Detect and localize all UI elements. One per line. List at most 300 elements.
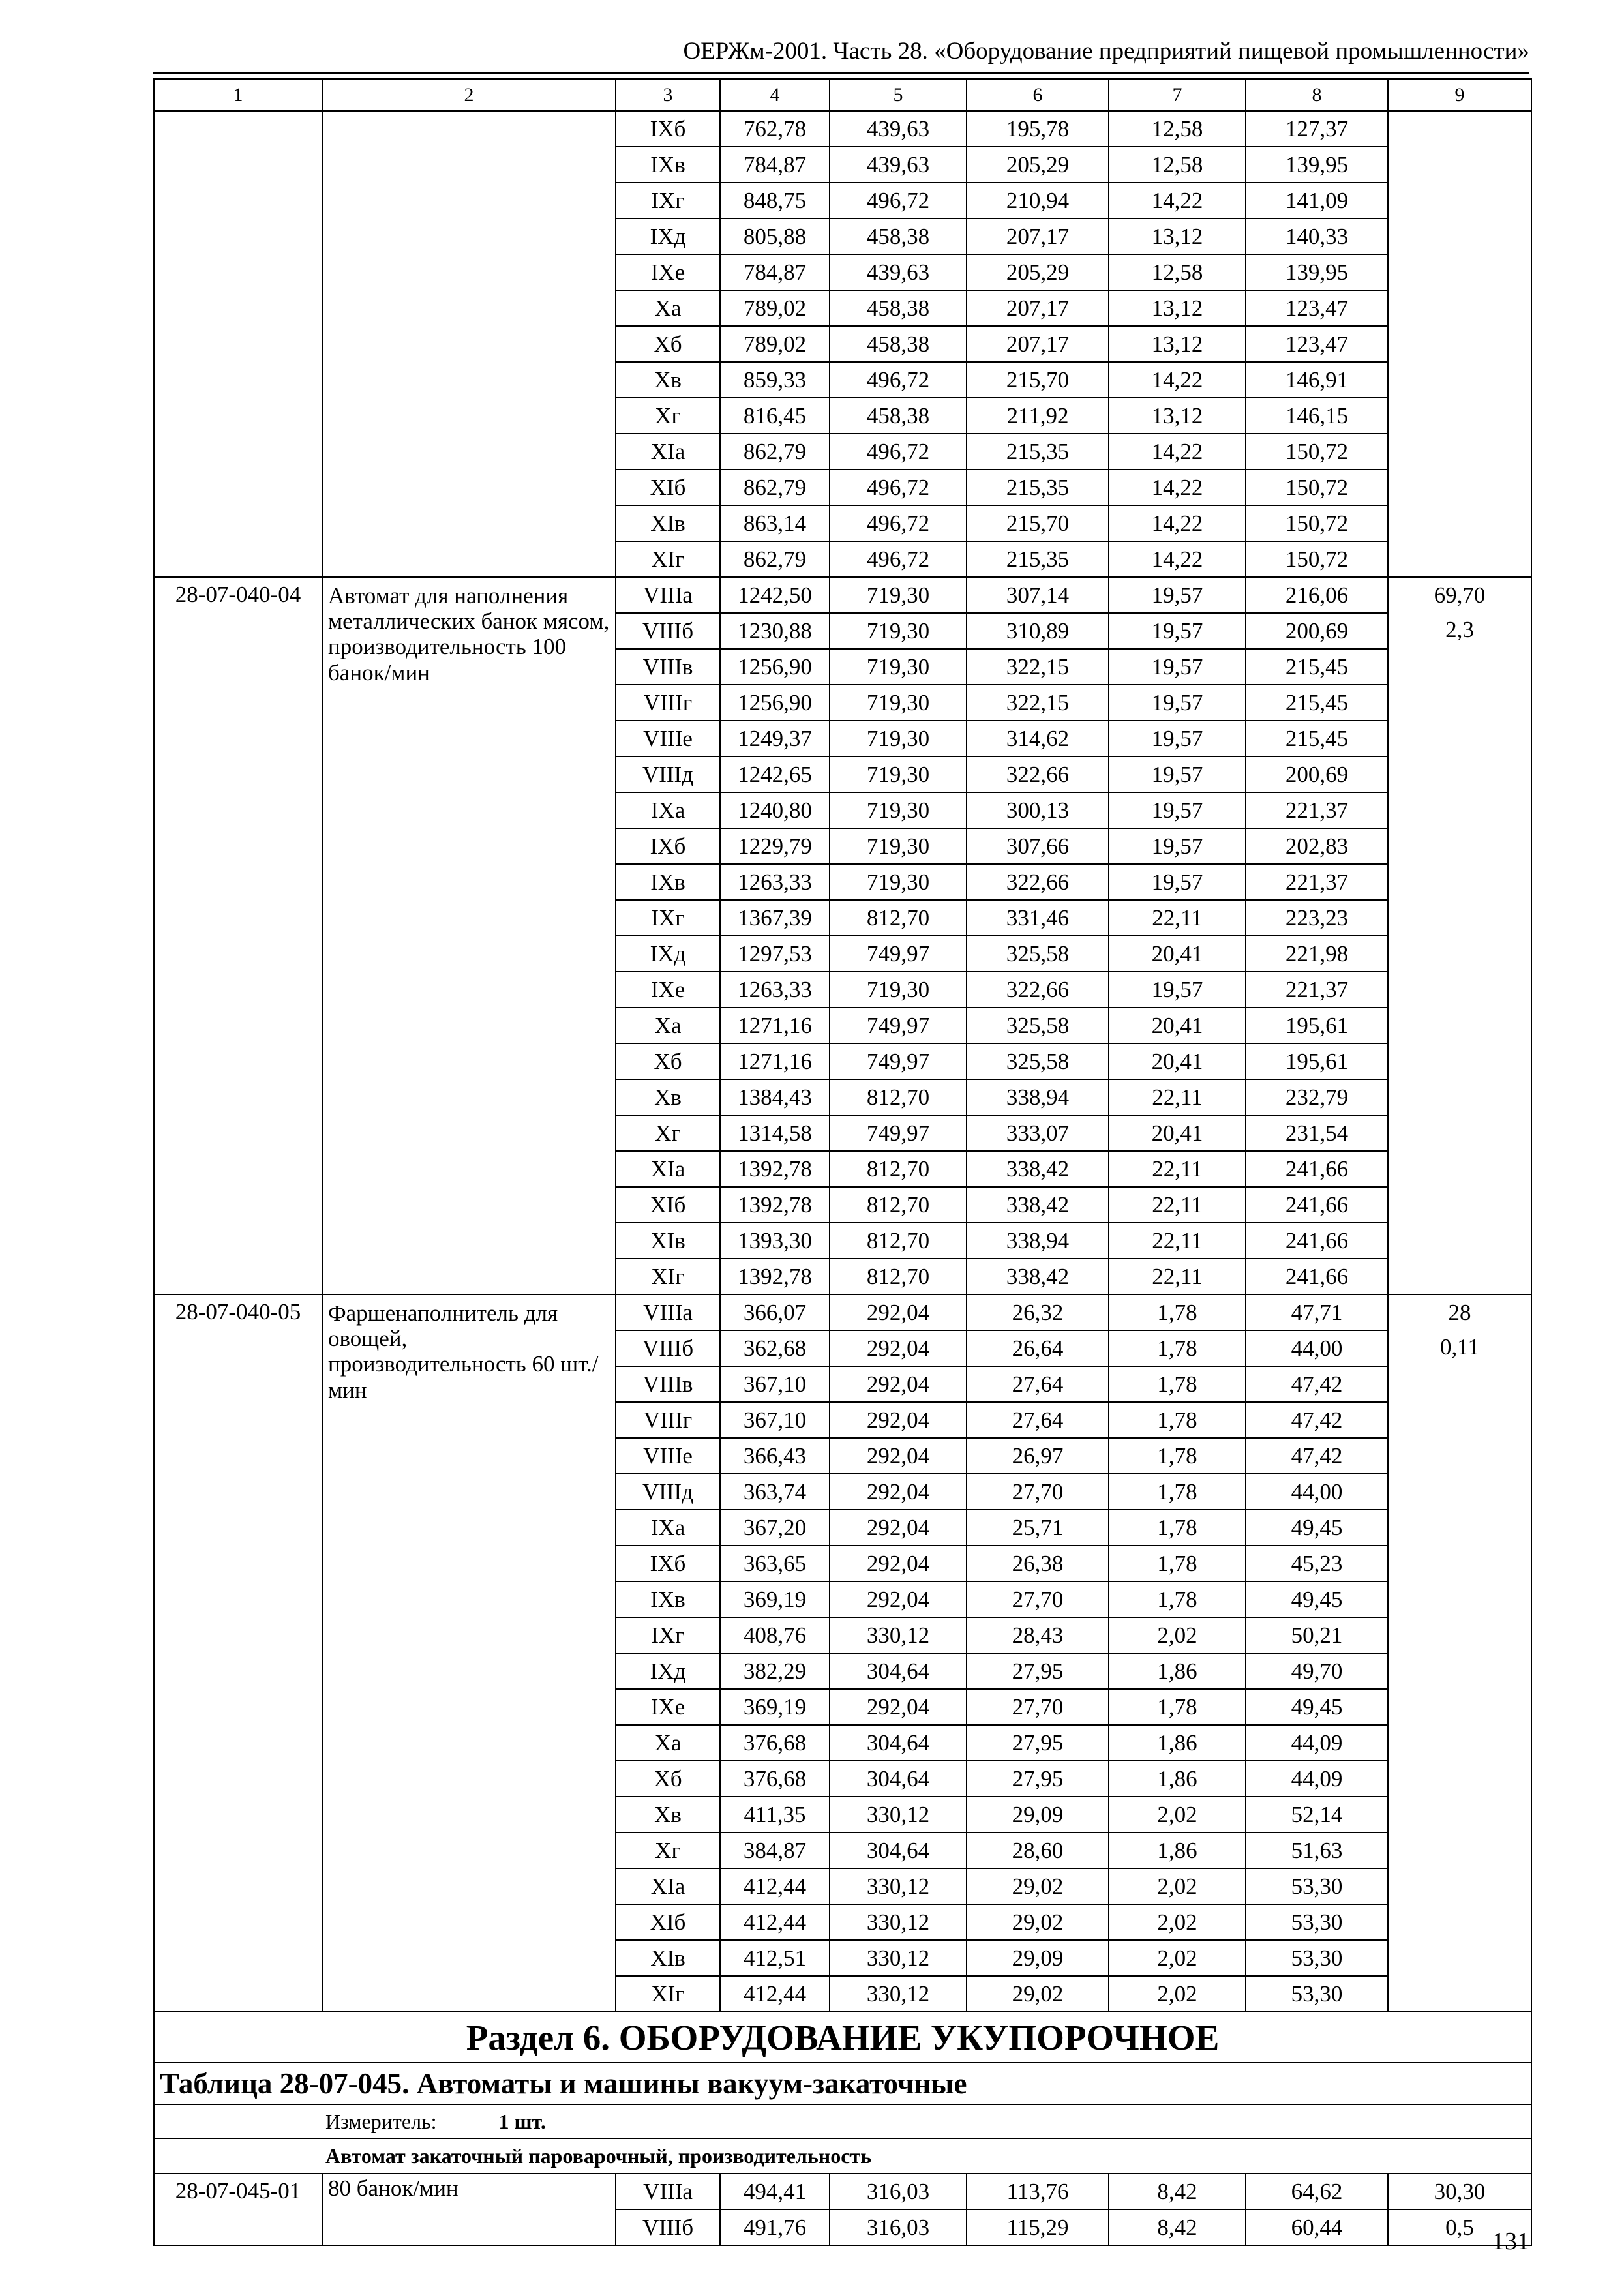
operator-wages-cell: 19,57 — [1109, 828, 1246, 864]
wages-cell: 439,63 — [830, 147, 967, 183]
materials-cell: 146,91 — [1246, 362, 1388, 398]
zone-cell: IXб — [616, 828, 720, 864]
machinery-cell: 29,09 — [967, 1797, 1109, 1833]
operator-wages-cell: 19,57 — [1109, 972, 1246, 1008]
operator-wages-cell: 19,57 — [1109, 649, 1246, 685]
materials-cell: 221,37 — [1246, 864, 1388, 900]
zone-cell: Xв — [616, 1079, 720, 1115]
zone-cell: Xб — [616, 326, 720, 362]
header-rule — [153, 72, 1529, 74]
operator-wages-cell: 22,11 — [1109, 1079, 1246, 1115]
rates-table — [153, 78, 1532, 2246]
wages-cell: 330,12 — [830, 1617, 967, 1653]
materials-cell: 47,71 — [1246, 1294, 1388, 1330]
machinery-cell: 211,92 — [967, 398, 1109, 434]
table-row — [154, 1294, 1531, 1330]
machinery-cell: 210,94 — [967, 183, 1109, 218]
unit-row — [154, 2104, 1531, 2138]
wages-cell: 304,64 — [830, 1833, 967, 1868]
zone-cell: VIIIе — [616, 721, 720, 756]
materials-cell: 44,00 — [1246, 1330, 1388, 1366]
materials-cell: 200,69 — [1246, 613, 1388, 649]
zone-cell: VIIIб — [616, 1330, 720, 1366]
operator-wages-cell: 19,57 — [1109, 685, 1246, 721]
machinery-cell: 195,78 — [967, 111, 1109, 147]
wages-cell: 304,64 — [830, 1725, 967, 1761]
total-cost-cell: 366,07 — [720, 1294, 830, 1330]
machinery-cell: 26,97 — [967, 1438, 1109, 1474]
machinery-cell: 325,58 — [967, 1008, 1109, 1043]
materials-cell: 139,95 — [1246, 254, 1388, 290]
operator-wages-cell: 8,42 — [1109, 2209, 1246, 2245]
wages-cell: 812,70 — [830, 1259, 967, 1294]
wages-cell: 292,04 — [830, 1438, 967, 1474]
zone-cell: XIв — [616, 1940, 720, 1976]
operator-wages-cell: 1,86 — [1109, 1653, 1246, 1689]
materials-cell: 53,30 — [1246, 1868, 1388, 1904]
zone-cell: XIб — [616, 1904, 720, 1940]
machinery-cell: 29,02 — [967, 1976, 1109, 2012]
machinery-cell: 310,89 — [967, 613, 1109, 649]
total-cost-cell: 1392,78 — [720, 1187, 830, 1223]
materials-cell: 221,37 — [1246, 972, 1388, 1008]
operator-wages-cell: 14,22 — [1109, 434, 1246, 470]
total-cost-cell: 1263,33 — [720, 972, 830, 1008]
machinery-cell: 314,62 — [967, 721, 1109, 756]
total-cost-cell: 789,02 — [720, 326, 830, 362]
machinery-cell: 27,70 — [967, 1474, 1109, 1510]
wages-cell: 719,30 — [830, 577, 967, 613]
operator-wages-cell: 2,02 — [1109, 1940, 1246, 1976]
operator-wages-cell: 2,02 — [1109, 1617, 1246, 1653]
operator-wages-cell: 20,41 — [1109, 1115, 1246, 1151]
col9-value: 69,70 — [1434, 582, 1486, 608]
operator-wages-cell: 2,02 — [1109, 1976, 1246, 2012]
materials-cell: 241,66 — [1246, 1151, 1388, 1187]
machinery-cell: 325,58 — [967, 1043, 1109, 1079]
materials-cell: 52,14 — [1246, 1797, 1388, 1833]
total-cost-cell: 384,87 — [720, 1833, 830, 1868]
zone-cell: Xа — [616, 1008, 720, 1043]
zone-cell: Xг — [616, 1115, 720, 1151]
total-cost-cell: 1314,58 — [720, 1115, 830, 1151]
operator-wages-cell: 1,86 — [1109, 1725, 1246, 1761]
wages-cell: 496,72 — [830, 541, 967, 577]
wages-cell: 292,04 — [830, 1581, 967, 1617]
machinery-cell: 215,35 — [967, 541, 1109, 577]
operator-wages-cell: 12,58 — [1109, 254, 1246, 290]
zone-cell: IXг — [616, 1617, 720, 1653]
materials-cell: 53,30 — [1246, 1940, 1388, 1976]
total-cost-cell: 762,78 — [720, 111, 830, 147]
total-cost-cell: 1242,50 — [720, 577, 830, 613]
total-cost-cell: 1271,16 — [720, 1043, 830, 1079]
zone-cell: IXе — [616, 1689, 720, 1725]
wages-cell: 496,72 — [830, 470, 967, 505]
zone-cell: XIв — [616, 505, 720, 541]
machinery-cell: 215,70 — [967, 362, 1109, 398]
machinery-cell: 331,46 — [967, 900, 1109, 936]
total-cost-cell: 1271,16 — [720, 1008, 830, 1043]
column-number: 7 — [1109, 79, 1246, 111]
total-cost-cell: 1242,65 — [720, 756, 830, 792]
materials-cell: 146,15 — [1246, 398, 1388, 434]
materials-cell: 150,72 — [1246, 505, 1388, 541]
machinery-cell: 322,66 — [967, 756, 1109, 792]
zone-cell: IXе — [616, 254, 720, 290]
operator-wages-cell: 14,22 — [1109, 541, 1246, 577]
total-cost-cell: 1367,39 — [720, 900, 830, 936]
machinery-cell: 26,64 — [967, 1330, 1109, 1366]
operator-wages-cell: 22,11 — [1109, 1223, 1246, 1259]
materials-cell: 64,62 — [1246, 2174, 1388, 2209]
machinery-cell: 322,66 — [967, 972, 1109, 1008]
table-title-row — [154, 2063, 1531, 2104]
zone-cell: VIIIб — [616, 613, 720, 649]
wages-cell: 458,38 — [830, 398, 967, 434]
total-cost-cell: 408,76 — [720, 1617, 830, 1653]
group-title-row — [154, 2138, 1531, 2174]
machinery-cell: 27,95 — [967, 1725, 1109, 1761]
materials-cell: 140,33 — [1246, 218, 1388, 254]
column-number: 5 — [830, 79, 967, 111]
machinery-cell: 28,60 — [967, 1833, 1109, 1868]
operator-wages-cell: 19,57 — [1109, 721, 1246, 756]
materials-cell: 215,45 — [1246, 685, 1388, 721]
materials-cell: 47,42 — [1246, 1438, 1388, 1474]
materials-cell: 200,69 — [1246, 756, 1388, 792]
materials-cell: 47,42 — [1246, 1402, 1388, 1438]
materials-cell: 202,83 — [1246, 828, 1388, 864]
materials-cell: 50,21 — [1246, 1617, 1388, 1653]
total-cost-cell: 1263,33 — [720, 864, 830, 900]
zone-cell: Xа — [616, 290, 720, 326]
rate-code-cell: 28-07-040-05 — [154, 1294, 322, 2012]
operator-wages-cell: 13,12 — [1109, 398, 1246, 434]
zone-cell: XIа — [616, 1868, 720, 1904]
column-number: 8 — [1246, 79, 1388, 111]
machinery-cell: 215,70 — [967, 505, 1109, 541]
wages-cell: 749,97 — [830, 1115, 967, 1151]
machinery-cell: 215,35 — [967, 470, 1109, 505]
machinery-cell: 307,66 — [967, 828, 1109, 864]
machinery-cell: 28,43 — [967, 1617, 1109, 1653]
zone-cell: VIIIа — [616, 577, 720, 613]
column-number: 4 — [720, 79, 830, 111]
zone-cell: VIIIд — [616, 1474, 720, 1510]
column-number-row — [154, 79, 1531, 111]
zone-cell: VIIIд — [616, 756, 720, 792]
total-cost-cell: 367,10 — [720, 1402, 830, 1438]
machinery-cell: 27,95 — [967, 1761, 1109, 1797]
wages-cell: 292,04 — [830, 1546, 967, 1581]
operator-wages-cell: 13,12 — [1109, 326, 1246, 362]
equipment-mass-cell — [1388, 1294, 1531, 2012]
wages-cell: 330,12 — [830, 1976, 967, 2012]
machinery-cell: 115,29 — [967, 2209, 1109, 2245]
machinery-cell: 113,76 — [967, 2174, 1109, 2209]
unit-label: Измеритель: — [325, 2110, 437, 2133]
wages-cell: 292,04 — [830, 1294, 967, 1330]
rate-code-cell — [154, 111, 322, 577]
zone-cell: Xг — [616, 398, 720, 434]
total-cost-cell: 784,87 — [720, 147, 830, 183]
materials-cell: 195,61 — [1246, 1008, 1388, 1043]
total-cost-cell: 1256,90 — [720, 685, 830, 721]
machinery-cell: 307,14 — [967, 577, 1109, 613]
materials-cell: 232,79 — [1246, 1079, 1388, 1115]
machinery-cell: 27,70 — [967, 1581, 1109, 1617]
materials-cell: 150,72 — [1246, 541, 1388, 577]
machinery-cell: 338,42 — [967, 1259, 1109, 1294]
operator-wages-cell: 14,22 — [1109, 470, 1246, 505]
operator-wages-cell: 14,22 — [1109, 505, 1246, 541]
unit-cell — [154, 2104, 1531, 2138]
wages-cell: 292,04 — [830, 1402, 967, 1438]
wages-cell: 458,38 — [830, 326, 967, 362]
zone-cell: Xб — [616, 1761, 720, 1797]
total-cost-cell: 376,68 — [720, 1725, 830, 1761]
operator-wages-cell: 1,78 — [1109, 1402, 1246, 1438]
materials-cell: 139,95 — [1246, 147, 1388, 183]
group-title: Автомат закаточный пароварочный, производительность — [154, 2138, 1531, 2174]
total-cost-cell: 784,87 — [720, 254, 830, 290]
materials-cell: 141,09 — [1246, 183, 1388, 218]
wages-cell: 316,03 — [830, 2209, 967, 2245]
wages-cell: 719,30 — [830, 721, 967, 756]
operator-wages-cell: 2,02 — [1109, 1868, 1246, 1904]
machinery-cell: 27,64 — [967, 1366, 1109, 1402]
zone-cell: IXд — [616, 1653, 720, 1689]
operator-wages-cell: 19,57 — [1109, 792, 1246, 828]
total-cost-cell: 816,45 — [720, 398, 830, 434]
zone-cell: XIб — [616, 1187, 720, 1223]
operator-wages-cell: 1,86 — [1109, 1761, 1246, 1797]
operator-wages-cell: 8,42 — [1109, 2174, 1246, 2209]
machinery-cell: 338,94 — [967, 1079, 1109, 1115]
total-cost-cell: 1230,88 — [720, 613, 830, 649]
materials-cell: 49,70 — [1246, 1653, 1388, 1689]
rate-code-cell: 28-07-040-04 — [154, 577, 322, 1294]
operator-wages-cell: 1,78 — [1109, 1581, 1246, 1617]
equipment-name-cell — [322, 111, 616, 577]
zone-cell: IXг — [616, 900, 720, 936]
column-number: 6 — [967, 79, 1109, 111]
zone-cell: VIIIа — [616, 2174, 720, 2209]
wages-cell: 749,97 — [830, 1043, 967, 1079]
wages-cell: 439,63 — [830, 254, 967, 290]
operator-wages-cell: 22,11 — [1109, 900, 1246, 936]
rate-code-cell: 28-07-045-01 — [154, 2174, 322, 2245]
zone-cell: VIIIб — [616, 2209, 720, 2245]
materials-cell: 216,06 — [1246, 577, 1388, 613]
zone-cell: IXв — [616, 147, 720, 183]
zone-cell: IXв — [616, 864, 720, 900]
total-cost-cell: 369,19 — [720, 1581, 830, 1617]
operator-wages-cell: 14,22 — [1109, 362, 1246, 398]
operator-wages-cell: 19,57 — [1109, 577, 1246, 613]
wages-cell: 719,30 — [830, 756, 967, 792]
total-cost-cell: 1256,90 — [720, 649, 830, 685]
materials-cell: 53,30 — [1246, 1904, 1388, 1940]
total-cost-cell: 848,75 — [720, 183, 830, 218]
materials-cell: 47,42 — [1246, 1366, 1388, 1402]
operator-wages-cell: 1,78 — [1109, 1438, 1246, 1474]
operator-wages-cell: 19,57 — [1109, 756, 1246, 792]
materials-cell: 231,54 — [1246, 1115, 1388, 1151]
wages-cell: 812,70 — [830, 1151, 967, 1187]
wages-cell: 812,70 — [830, 1187, 967, 1223]
materials-cell: 241,66 — [1246, 1187, 1388, 1223]
total-cost-cell: 363,65 — [720, 1546, 830, 1581]
machinery-cell: 29,09 — [967, 1940, 1109, 1976]
machinery-cell: 29,02 — [967, 1904, 1109, 1940]
materials-cell: 51,63 — [1246, 1833, 1388, 1868]
zone-cell: VIIIг — [616, 1402, 720, 1438]
total-cost-cell: 363,74 — [720, 1474, 830, 1510]
col9-value: 0,11 — [1440, 1334, 1479, 1360]
total-cost-cell: 494,41 — [720, 2174, 830, 2209]
total-cost-cell: 362,68 — [720, 1330, 830, 1366]
zone-cell: Xг — [616, 1833, 720, 1868]
materials-cell: 44,09 — [1246, 1725, 1388, 1761]
zone-cell: Xа — [616, 1725, 720, 1761]
materials-cell: 127,37 — [1246, 111, 1388, 147]
operator-wages-cell: 1,78 — [1109, 1689, 1246, 1725]
zone-cell: IXв — [616, 1581, 720, 1617]
total-cost-cell: 491,76 — [720, 2209, 830, 2245]
total-cost-cell: 1392,78 — [720, 1151, 830, 1187]
total-cost-cell: 862,79 — [720, 470, 830, 505]
equipment-mass-cell: 30,30 — [1388, 2174, 1531, 2209]
operator-wages-cell: 19,57 — [1109, 613, 1246, 649]
wages-cell: 496,72 — [830, 362, 967, 398]
operator-wages-cell: 1,78 — [1109, 1330, 1246, 1366]
total-cost-cell: 1249,37 — [720, 721, 830, 756]
operator-wages-cell: 20,41 — [1109, 1043, 1246, 1079]
operator-wages-cell: 12,58 — [1109, 147, 1246, 183]
wages-cell: 316,03 — [830, 2174, 967, 2209]
wages-cell: 749,97 — [830, 936, 967, 972]
machinery-cell: 325,58 — [967, 936, 1109, 972]
materials-cell: 49,45 — [1246, 1689, 1388, 1725]
wages-cell: 458,38 — [830, 290, 967, 326]
operator-wages-cell: 22,11 — [1109, 1187, 1246, 1223]
wages-cell: 719,30 — [830, 972, 967, 1008]
wages-cell: 292,04 — [830, 1474, 967, 1510]
machinery-cell: 205,29 — [967, 147, 1109, 183]
operator-wages-cell: 1,78 — [1109, 1510, 1246, 1546]
total-cost-cell: 863,14 — [720, 505, 830, 541]
wages-cell: 719,30 — [830, 649, 967, 685]
machinery-cell: 338,94 — [967, 1223, 1109, 1259]
total-cost-cell: 1229,79 — [720, 828, 830, 864]
wages-cell: 719,30 — [830, 864, 967, 900]
machinery-cell: 300,13 — [967, 792, 1109, 828]
zone-cell: Xв — [616, 362, 720, 398]
wages-cell: 719,30 — [830, 792, 967, 828]
page-number: 131 — [1492, 2228, 1529, 2255]
materials-cell: 44,00 — [1246, 1474, 1388, 1510]
table-title: Таблица 28-07-045. Автоматы и машины вакуум-закаточные — [154, 2063, 1531, 2104]
zone-cell: XIа — [616, 1151, 720, 1187]
zone-cell: XIг — [616, 541, 720, 577]
wages-cell: 458,38 — [830, 218, 967, 254]
section-row — [154, 2012, 1531, 2063]
materials-cell: 150,72 — [1246, 434, 1388, 470]
zone-cell: VIIIг — [616, 685, 720, 721]
running-header: ОЕРЖм-2001. Часть 28. «Оборудование предприятий пищевой промышленности» — [683, 38, 1529, 65]
wages-cell: 719,30 — [830, 685, 967, 721]
total-cost-cell: 412,44 — [720, 1868, 830, 1904]
wages-cell: 812,70 — [830, 900, 967, 936]
wages-cell: 439,63 — [830, 111, 967, 147]
total-cost-cell: 366,43 — [720, 1438, 830, 1474]
total-cost-cell: 862,79 — [720, 541, 830, 577]
total-cost-cell: 369,19 — [720, 1689, 830, 1725]
machinery-cell: 27,64 — [967, 1402, 1109, 1438]
operator-wages-cell: 22,11 — [1109, 1151, 1246, 1187]
zone-cell: XIг — [616, 1976, 720, 2012]
operator-wages-cell: 14,22 — [1109, 183, 1246, 218]
table-row — [154, 111, 1531, 147]
materials-cell: 215,45 — [1246, 721, 1388, 756]
zone-cell: Xб — [616, 1043, 720, 1079]
zone-cell: IXд — [616, 218, 720, 254]
materials-cell: 49,45 — [1246, 1581, 1388, 1617]
machinery-cell: 29,02 — [967, 1868, 1109, 1904]
operator-wages-cell: 1,78 — [1109, 1474, 1246, 1510]
wages-cell: 304,64 — [830, 1761, 967, 1797]
total-cost-cell: 1297,53 — [720, 936, 830, 972]
column-number: 3 — [616, 79, 720, 111]
operator-wages-cell: 1,78 — [1109, 1366, 1246, 1402]
zone-cell: VIIIа — [616, 1294, 720, 1330]
machinery-cell: 27,70 — [967, 1689, 1109, 1725]
operator-wages-cell: 2,02 — [1109, 1797, 1246, 1833]
zone-cell: XIб — [616, 470, 720, 505]
total-cost-cell: 1392,78 — [720, 1259, 830, 1294]
unit-value: 1 шт. — [498, 2110, 546, 2133]
materials-cell: 150,72 — [1246, 470, 1388, 505]
wages-cell: 496,72 — [830, 505, 967, 541]
equipment-mass-cell — [1388, 111, 1531, 577]
machinery-cell: 26,32 — [967, 1294, 1109, 1330]
total-cost-cell: 1240,80 — [720, 792, 830, 828]
operator-wages-cell: 20,41 — [1109, 936, 1246, 972]
equipment-name-cell: Фаршенаполнитель для овощей, производительность 60 шт./мин — [322, 1294, 616, 2012]
machinery-cell: 207,17 — [967, 290, 1109, 326]
wages-cell: 330,12 — [830, 1797, 967, 1833]
zone-cell: IXб — [616, 111, 720, 147]
materials-cell: 223,23 — [1246, 900, 1388, 936]
section-title: Раздел 6. ОБОРУДОВАНИЕ УКУПОРОЧНОЕ — [154, 2012, 1531, 2063]
column-number: 2 — [322, 79, 616, 111]
zone-cell: XIв — [616, 1223, 720, 1259]
wages-cell: 292,04 — [830, 1330, 967, 1366]
materials-cell: 53,30 — [1246, 1976, 1388, 2012]
total-cost-cell: 805,88 — [720, 218, 830, 254]
zone-cell: VIIIв — [616, 649, 720, 685]
machinery-cell: 322,15 — [967, 649, 1109, 685]
total-cost-cell: 412,44 — [720, 1904, 830, 1940]
total-cost-cell: 789,02 — [720, 290, 830, 326]
operator-wages-cell: 13,12 — [1109, 290, 1246, 326]
wages-cell: 496,72 — [830, 183, 967, 218]
machinery-cell: 207,17 — [967, 326, 1109, 362]
zone-cell: IXе — [616, 972, 720, 1008]
materials-cell: 195,61 — [1246, 1043, 1388, 1079]
